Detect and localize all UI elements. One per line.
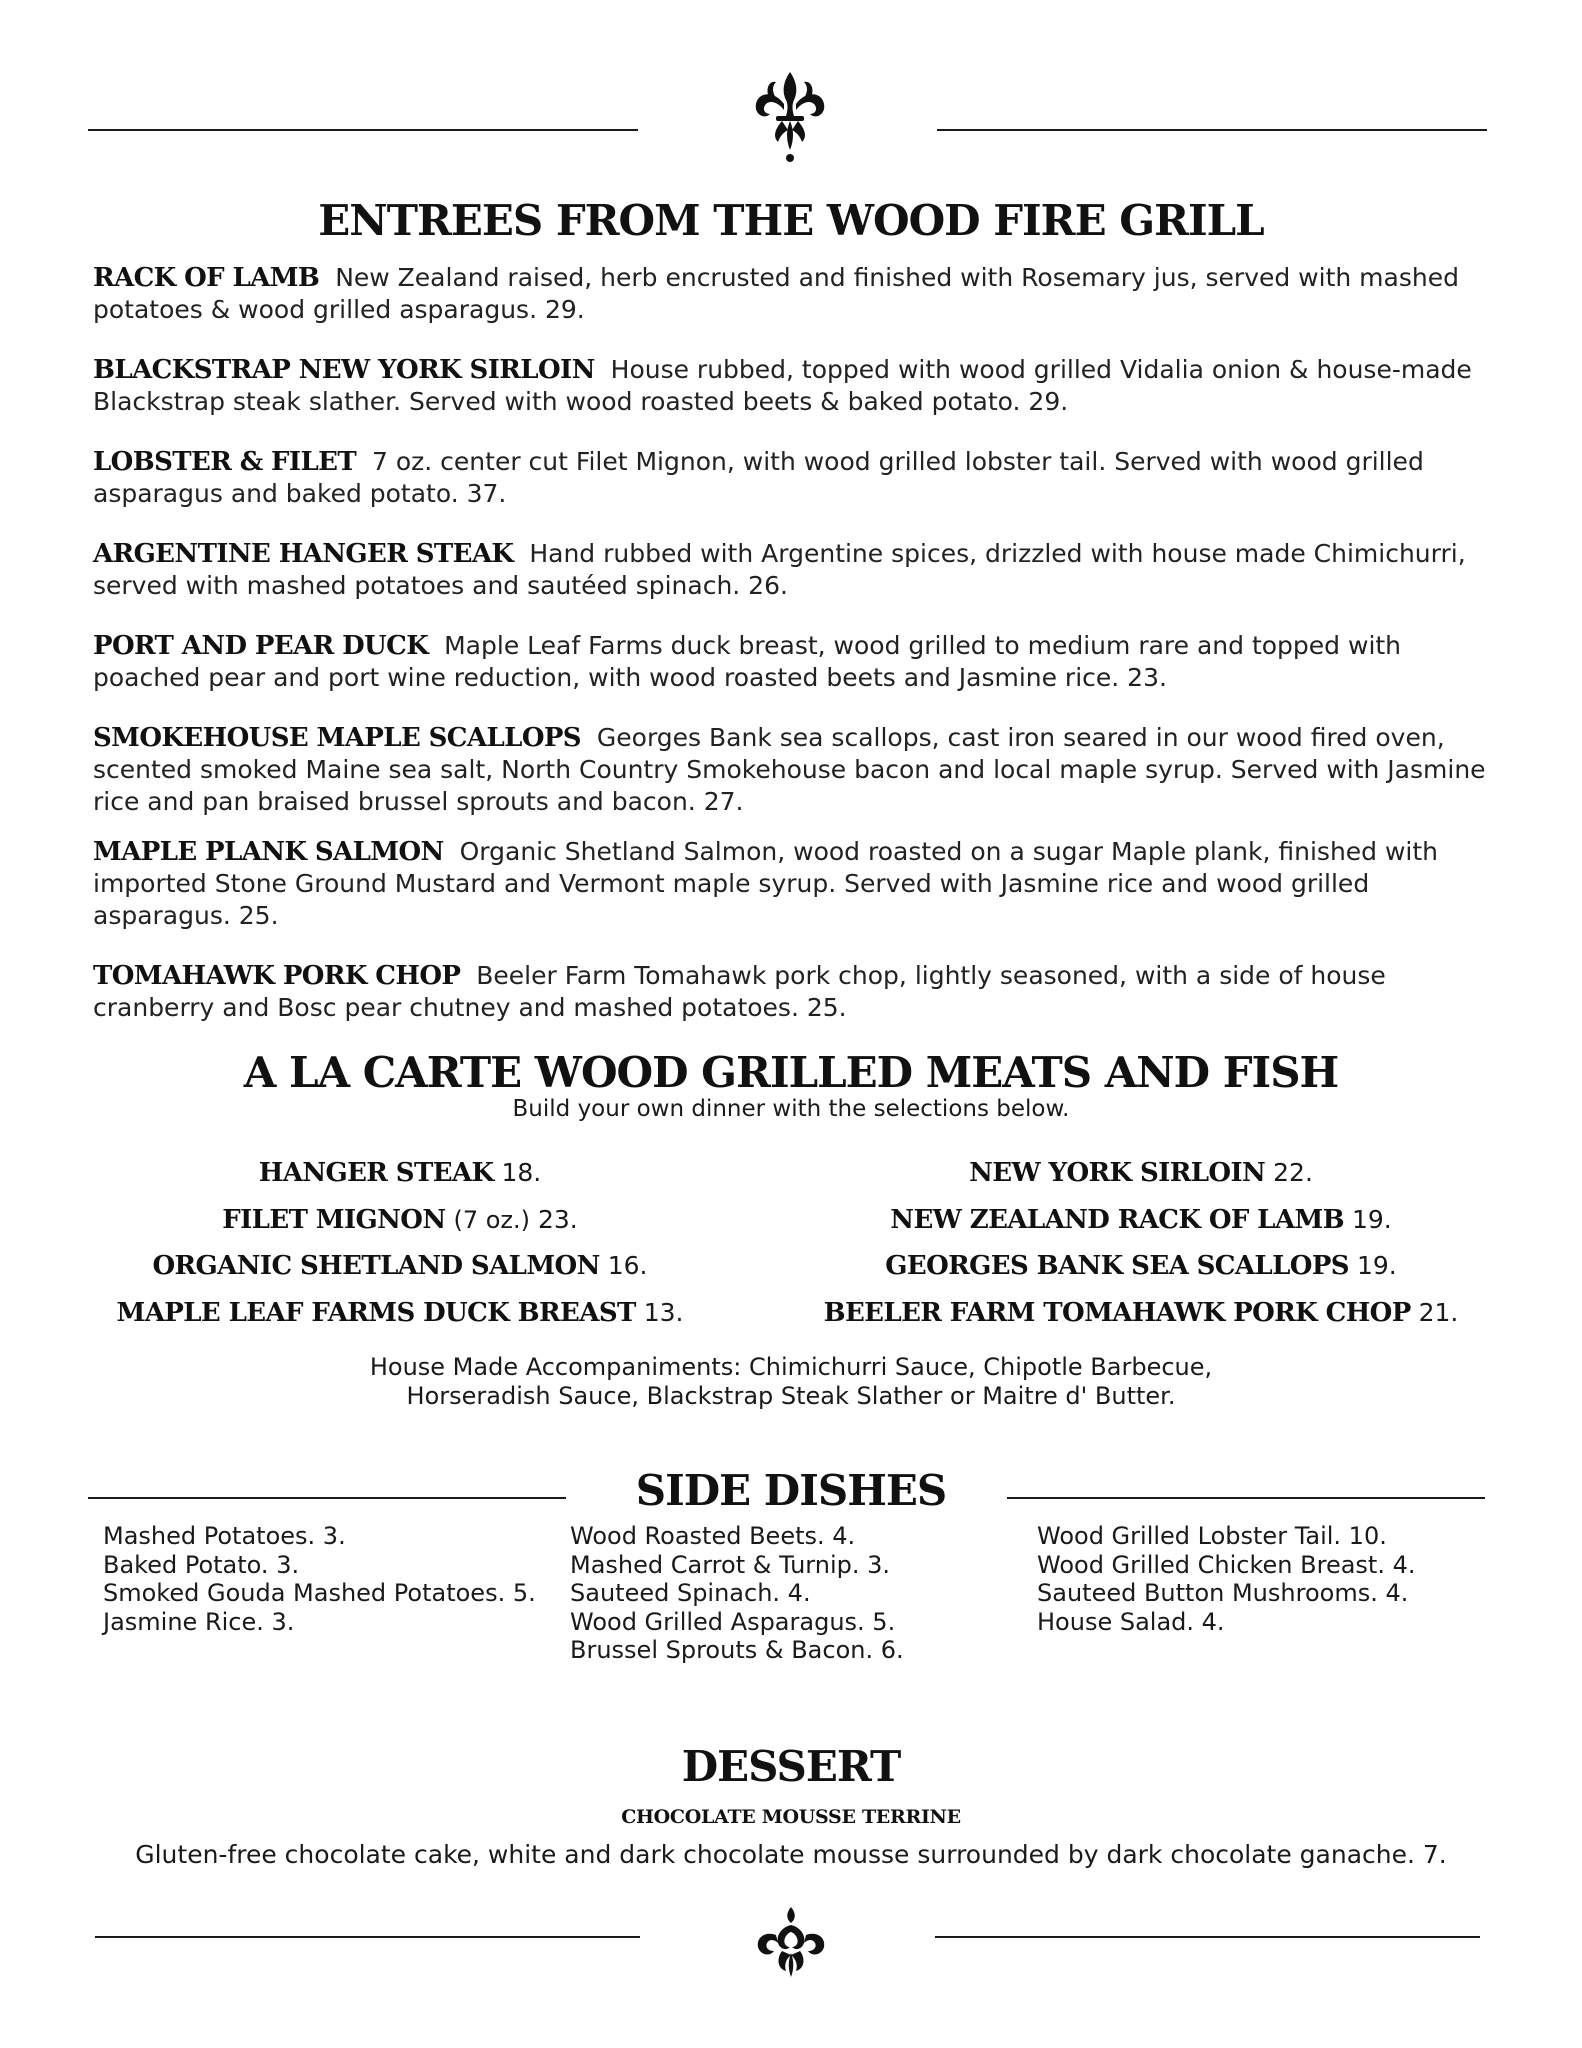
- entree-description: Georges Bank sea scallops, cast iron seared in our wood fired oven, scented smoked Maine sea salt, North Country Smokehouse bacon and local maple syrup. Served with Jasmine rice and pan braised brussel sprouts and bacon. 27.: [93, 723, 1486, 816]
- side-item: Baked Potato. 3.: [103, 1550, 300, 1579]
- entrees-title: ENTREES FROM THE WOOD FIRE GRILL: [318, 196, 1264, 245]
- alacarte-item-name: FILET MIGNON: [222, 1204, 446, 1235]
- scroll-ornament-icon: [752, 1905, 830, 1980]
- side-item: Jasmine Rice. 3.: [103, 1607, 295, 1636]
- alacarte-item: [0, 1290, 800, 1337]
- sides-column-3: [1037, 1522, 1415, 1636]
- entree-item: [93, 262, 1513, 326]
- alacarte-item-name: NEW YORK SIRLOIN: [969, 1158, 1266, 1188]
- dessert-item-name: CHOCOLATE MOUSSE TERRINE: [621, 1806, 961, 1828]
- top-rule-left: [88, 129, 638, 131]
- alacarte-item-name: HANGER STEAK: [258, 1158, 494, 1188]
- entree-name: LOBSTER & FILET: [93, 447, 357, 477]
- entree-item: [93, 722, 1513, 818]
- side-item: Wood Grilled Lobster Tail. 10.: [1037, 1522, 1387, 1550]
- side-item: Smoked Gouda Mashed Potatoes. 5.: [103, 1579, 536, 1607]
- entree-name: SMOKEHOUSE MAPLE SCALLOPS: [93, 723, 581, 753]
- entree-item: [93, 960, 1513, 1024]
- alacarte-left-column: [0, 1150, 800, 1336]
- alacarte-item-price: 22.: [1273, 1158, 1313, 1187]
- entree-description: Beeler Farm Tomahawk pork chop, lightly seasoned, with a side of house cranberry and Bosc pear chutney and mashed potatoes. 25.: [93, 961, 1386, 1022]
- alacarte-item-price: 19.: [1351, 1204, 1392, 1234]
- alacarte-title: A LA CARTE WOOD GRILLED MEATS AND FISH: [243, 1048, 1339, 1097]
- alacarte-right-column: [741, 1150, 1541, 1336]
- sides-column-2: [570, 1522, 904, 1665]
- side-item: Sauteed Button Mushrooms. 4.: [1037, 1579, 1409, 1607]
- entree-name: RACK OF LAMB: [93, 263, 320, 293]
- alacarte-item: [741, 1290, 1541, 1337]
- entree-name: BLACKSTRAP NEW YORK SIRLOIN: [93, 355, 595, 385]
- entree-name: ARGENTINE HANGER STEAK: [93, 539, 514, 569]
- side-item: House Salad. 4.: [1037, 1607, 1225, 1636]
- entrees-list: [93, 262, 1513, 1024]
- entree-description: 7 oz. center cut Filet Mignon, with wood grilled lobster tail. Served with wood grilled asparagus and baked potato. 37.: [93, 447, 1424, 508]
- accompaniments-line: Horseradish Sauce, Blackstrap Steak Slather or Maitre d' Butter.: [406, 1382, 1176, 1410]
- entree-description: Organic Shetland Salmon, wood roasted on a sugar Maple plank, finished with imported Stone Ground Mustard and Vermont maple syrup. Served with Jasmine rice and wood grilled asparagus. 25.: [93, 837, 1439, 930]
- entree-name: MAPLE PLANK SALMON: [93, 837, 444, 867]
- sides-title: SIDE DISHES: [635, 1466, 947, 1515]
- accompaniments-line: House Made Accompaniments: Chimichurri Sauce, Chipotle Barbecue,: [369, 1353, 1213, 1381]
- entree-item: [93, 354, 1513, 418]
- dessert-title: DESSERT: [681, 1742, 901, 1791]
- alacarte-item: [741, 1243, 1541, 1290]
- side-item: Mashed Potatoes. 3.: [103, 1522, 346, 1550]
- accompaniments: [0, 1353, 1582, 1411]
- alacarte-item-name: BEELER FARM TOMAHAWK PORK CHOP: [823, 1297, 1411, 1328]
- side-item: Wood Grilled Asparagus. 5.: [570, 1607, 896, 1636]
- alacarte-item-name: NEW ZEALAND RACK OF LAMB: [890, 1204, 1344, 1235]
- dessert-item-description: Gluten-free chocolate cake, white and dark chocolate mousse surrounded by dark chocolate ganache. 7.: [135, 1840, 1447, 1869]
- entree-description: Maple Leaf Farms duck breast, wood grilled to medium rare and topped with poached pear and port wine reduction, with wood roasted beets and Jasmine rice. 23.: [93, 631, 1402, 692]
- alacarte-item-price: 19.: [1356, 1251, 1397, 1281]
- side-item: Brussel Sprouts & Bacon. 6.: [570, 1636, 904, 1664]
- entree-name: PORT AND PEAR DUCK: [93, 631, 429, 661]
- entree-description: New Zealand raised, herb encrusted and finished with Rosemary jus, served with mashed potatoes & wood grilled asparagus. 29.: [93, 263, 1459, 324]
- top-rule-right: [937, 129, 1487, 131]
- side-item: Mashed Carrot & Turnip. 3.: [570, 1550, 891, 1579]
- alacarte-item: [741, 1197, 1541, 1244]
- entree-item: [93, 630, 1513, 694]
- alacarte-item-name: GEORGES BANK SEA SCALLOPS: [885, 1251, 1349, 1282]
- entree-item: [93, 538, 1513, 602]
- entree-name: TOMAHAWK PORK CHOP: [93, 961, 461, 991]
- sides-column-1: [103, 1522, 536, 1636]
- alacarte-item-price: 13.: [643, 1297, 684, 1327]
- alacarte-item: [741, 1150, 1541, 1197]
- alacarte-item-price: 18.: [501, 1158, 542, 1187]
- alacarte-item-price: 23.: [537, 1204, 578, 1234]
- bottom-rule-right: [935, 1936, 1480, 1938]
- alacarte-item: [0, 1243, 800, 1290]
- entree-description: House rubbed, topped with wood grilled Vidalia onion & house-made Blackstrap steak slather. Served with wood roasted beets & baked potato. 29.: [93, 355, 1472, 416]
- alacarte-subtitle: Build your own dinner with the selections below.: [512, 1096, 1070, 1122]
- side-item: Wood Roasted Beets. 4.: [570, 1522, 856, 1550]
- alacarte-item-name: ORGANIC SHETLAND SALMON: [152, 1251, 600, 1282]
- alacarte-item: [0, 1150, 800, 1197]
- alacarte-item-price: 21.: [1418, 1297, 1459, 1327]
- entree-description: Hand rubbed with Argentine spices, drizzled with house made Chimichurri, served with mashed potatoes and sautéed spinach. 26.: [93, 539, 1466, 600]
- entree-item: [93, 836, 1513, 932]
- fleur-de-lis-icon: [750, 70, 830, 165]
- side-item: Sauteed Spinach. 4.: [570, 1579, 811, 1607]
- alacarte-item-price: 16.: [607, 1251, 648, 1281]
- alacarte-item-note: (7 oz.): [453, 1205, 531, 1234]
- side-item: Wood Grilled Chicken Breast. 4.: [1037, 1550, 1416, 1579]
- alacarte-item: [0, 1197, 800, 1244]
- alacarte-item-name: MAPLE LEAF FARMS DUCK BREAST: [116, 1297, 636, 1328]
- bottom-rule-left: [95, 1936, 640, 1938]
- entree-item: [93, 446, 1513, 510]
